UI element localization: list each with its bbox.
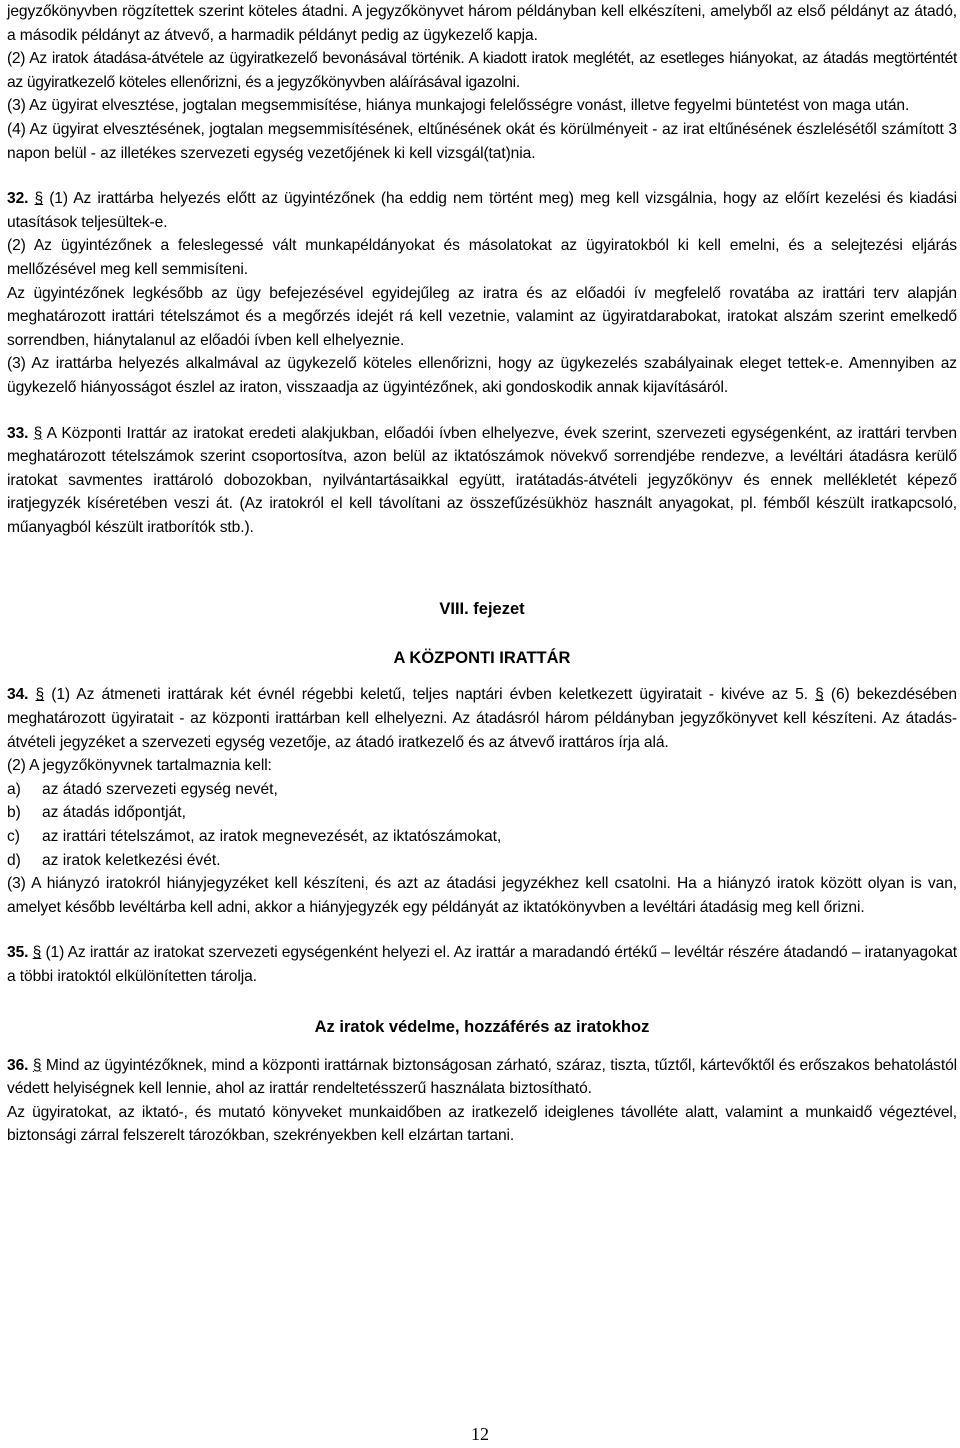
section-sign: § [35, 686, 45, 704]
paragraph: 32. § (1) Az irattárba helyezés előtt az ügyintézőnek (ha eddig nem történt meg) meg kell vizsgálnia, hogy az előírt kezelési és kiadási utasítások teljesültek-e. [7, 190, 958, 231]
paragraph: (2) Az iratok átadása-átvétele az ügyiratkezelő bevonásával történik. A kiadott iratok meglétét, az esetleges hiányokat, az átadás megtörténtét az ügyiratkezelő köteles ellenőrizni, és a jegyzőkönyvben aláírásával igazolni. [7, 50, 957, 91]
section-number: 34. [7, 686, 29, 704]
section-36 [7, 1054, 957, 1148]
paragraph: 34. § (1) Az átmeneti irattárak két évnél régebbi keletű, teljes naptári évben keletkezett ügyiratait - kivéve az 5. § (6) bekezdésében meghatározott ügyiratait - az központi irattárban kell elhelyezni. Az átadásról három példányban jegyzőkönyvet kell készíteni. Az átadás-átvételi jegyzéket a szervezeti egység vezetője, az átadó iratkezelő és az átvevő irattáros írja alá. [7, 686, 958, 751]
document-page [7, 0, 957, 1148]
section-number: 35. [7, 944, 29, 962]
section-sign: § [32, 944, 42, 962]
section-33 [7, 422, 957, 540]
paragraph: (4) Az ügyirat elvesztésének, jogtalan megsemmisítésének, eltűnésének okát és körülményeit - az irat eltűnésének észlelésétől számított 3 napon belül - az illetékes szervezeti egység vezetőjének ki kell vizsgál(tat)nia. [7, 120, 957, 162]
list-item: d) az iratok keletkezési évét. [7, 851, 221, 869]
paragraph: (2) A jegyzőkönyvnek tartalmaznia kell: [7, 757, 272, 775]
subheading: Az iratok védelme, hozzáférés az iratokhoz [314, 1017, 650, 1036]
section-31-continuation [7, 0, 957, 165]
paragraph: Az ügyiratokat, az iktató-, és mutató könyveket munkaidőben az iratkezelő ideiglenes távolléte alatt, valamint a munkaidő végeztével, biztonsági zárral felszerelt tározókban, szekrényekben kell elzártan tartani. [7, 1103, 957, 1145]
paragraph: 33. § A Központi Irattár az iratokat eredeti alakjukban, előadói ívben elhelyezve, évek szerint, szervezeti egységenként, az irattári tervben meghatározott tételszámok szerint csoportosítva, azon belül az iktatószámok növekvő sorrendjébe rendezve, a levéltári átadásra kerülő iratokat savmentes irattároló dobozokban, nyilvántartásaikkal együtt, iratátadás-átvételi jegyzőkönyv és ennek mellékletét képező iratjegyzék kíséretében veszi át. (Az iratokról el kell távolítani az összefűzésükhöz használt anyagokat, pl. fémből készült iratkapcsoló, műanyagból készült iratborítók stb.). [7, 424, 957, 536]
paragraph: Az ügyintézőnek legkésőbb az ügy befejezésével egyidejűleg az iratra és az előadói ív megfelelő rovatába az irattári terv alapján meghatározott irattári tételszámot és a megőrzés idejét rá kell vezetnie, valamint az ügyiratdarabokat, iratokat alszám szerint emelkedő sorrendben, hiánytalanul az előadói ívben kell elhelyeznie. [7, 284, 957, 349]
chapter-title: A KÖZPONTI IRATTÁR [393, 649, 571, 668]
chapter-number: VIII. fejezet [439, 600, 525, 619]
paragraph: 35. § (1) Az irattár az iratokat szervezeti egységenként helyezi el. Az irattár a maradandó értékű – levéltár részére átadandó – iratanyagokat a többi iratoktól elkülönítetten tárolja. [7, 944, 957, 985]
list-item: c) az irattári tételszámot, az iratok megnevezését, az iktatószámokat, [7, 828, 502, 846]
section-sign: § [32, 1056, 42, 1074]
paragraph: (3) Az irattárba helyezés alkalmával az ügykezelő köteles ellenőrizni, hogy az ügykezelés szabályainak eleget tettek-e. Amennyiben az ügykezelő hiányosságot észlel az iraton, visszaadja az ügyintézőnek, aki gondoskodik annak kijavításáról. [7, 355, 957, 396]
paragraph: (3) A hiányzó iratokról hiányjegyzéket kell készíteni, és azt az átadási jegyzékhez kell csatolni. Ha a hiányzó iratok között olyan is van, amelyet később levéltárba kell adni, akkor a hiányjegyzék egy példányát az iktatókönyvben a levéltári átadásig meg kell őrizni. [7, 875, 957, 916]
section-number: 33. [7, 424, 29, 442]
section-number: 36. [7, 1056, 29, 1074]
list-item: a) az átadó szervezeti egység nevét, [7, 780, 278, 798]
paragraph: 36. § Mind az ügyintézőknek, mind a központi irattárnak biztonságosan zárható, száraz, tiszta, tűztől, kártevőktől és erőszakos behatolástól védett helyiségnek kell lennie, ahol az irattár rendeltetésszerű használata biztosítható. [7, 1056, 958, 1098]
list-item: b) az átadás időpontját, [7, 804, 186, 822]
page-number: 12 [471, 1424, 489, 1444]
paragraph: jegyzőkönyvben rögzítettek szerint köteles átadni. A jegyzőkönyvet három példányban kell elkészíteni, amelyből az első példányt az átadó, a második példányt az átvevő, a harmadik példányt pedig az ügykezelő kapja. [7, 3, 957, 44]
section-sign: § [34, 190, 44, 208]
section-number: 32. [7, 190, 29, 208]
section-34 [7, 683, 957, 919]
paragraph: (3) Az ügyirat elvesztése, jogtalan megsemmisítése, hiánya munkajogi felelősségre vonást, illetve fegyelmi büntetést von maga után. [7, 97, 910, 115]
section-sign: § [815, 686, 824, 704]
paragraph: (2) Az ügyintézőnek a feleslegessé vált munkapéldányokat és másolatokat az ügyiratokból ki kell emelni, és a selejtezési eljárás mellőzésével meg kell semmisíteni. [7, 237, 957, 278]
section-32 [7, 187, 957, 399]
section-sign: § [33, 424, 43, 442]
section-35 [7, 941, 957, 988]
